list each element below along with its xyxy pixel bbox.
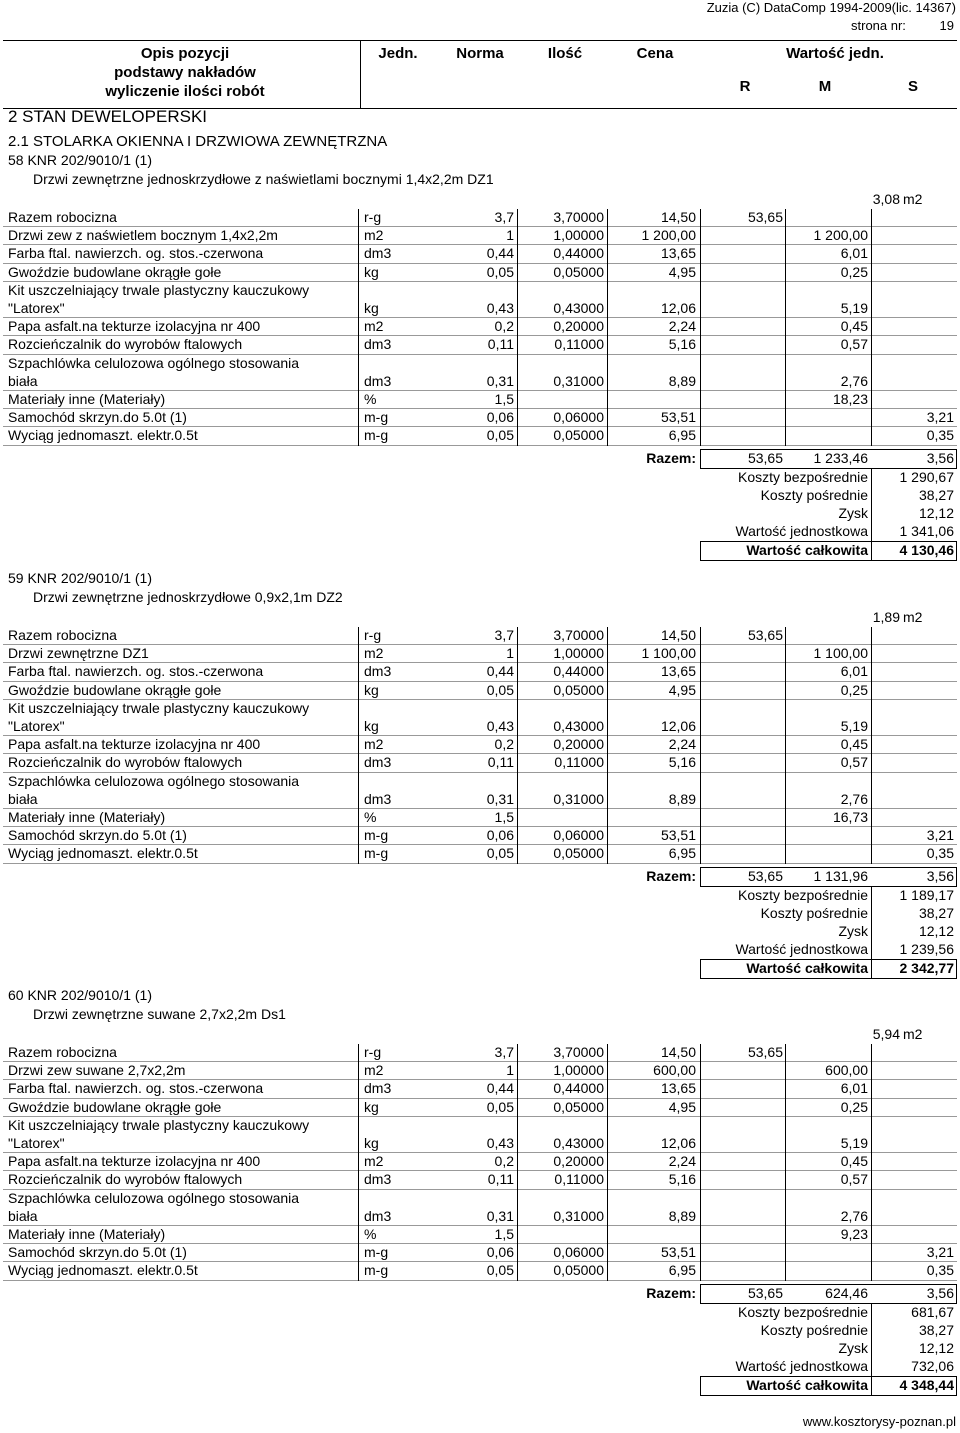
grid-divider <box>607 1044 608 1281</box>
cell-norma: 1,5 <box>494 809 514 825</box>
cell-desc: Farba ftal. nawierzch. og. stos.-czerwona <box>8 663 264 680</box>
summary-value: 2 342,77 <box>899 959 954 976</box>
cell-cena: 14,50 <box>660 209 696 225</box>
cell-ilosc: 0,31000 <box>553 372 604 389</box>
cell-ilosc: 0,06000 <box>553 827 604 844</box>
cell-norma: 0,05 <box>486 427 514 444</box>
cell-cena: 2,24 <box>668 1153 696 1170</box>
cell-s: 0,35 <box>926 1262 954 1279</box>
cell-desc: Papa asfalt.na tekturze izolacyjna nr 400 <box>8 1153 261 1170</box>
cell-r: 53,65 <box>747 627 783 643</box>
cell-norma: 0,05 <box>486 681 514 698</box>
cell-cena: 6,95 <box>668 845 696 862</box>
cell-unit: dm3 <box>364 1171 392 1188</box>
razem-r: 53,65 <box>747 449 783 466</box>
cell-cena: 5,16 <box>668 754 696 771</box>
summary-value: 4 130,46 <box>899 541 954 558</box>
summary-value: 732,06 <box>911 1358 954 1375</box>
cell-desc: Papa asfalt.na tekturze izolacyjna nr 400 <box>8 318 261 335</box>
position-quantity-unit: m2 <box>903 609 923 625</box>
cell-norma: 1 <box>506 645 514 662</box>
cell-unit: kg <box>364 1135 379 1151</box>
cell-ilosc: 0,31000 <box>553 1207 604 1224</box>
cell-desc: biała <box>8 790 38 807</box>
cell-desc: Rozcieńczalnik do wyrobów ftalowych <box>8 754 243 771</box>
cell-ilosc: 0,43000 <box>553 718 604 734</box>
header-opis-1: Opis pozycji <box>140 45 230 62</box>
cell-norma: 0,11 <box>487 336 514 353</box>
position-quantity: 3,08 <box>872 191 900 207</box>
cell-cena: 6,95 <box>668 427 696 444</box>
summary-value: 1 341,06 <box>899 523 954 540</box>
cell-m: 0,25 <box>840 681 868 698</box>
page-number-label: strona nr: <box>851 18 906 33</box>
header-ilosc: Ilość <box>547 45 583 62</box>
grid-divider <box>871 209 872 446</box>
cell-m: 0,57 <box>840 1171 868 1188</box>
razem-s: 3,56 <box>926 449 954 466</box>
cell-desc: Kit uszczelniający trwale plastyczny kauczukowy <box>8 699 310 716</box>
cell-desc: Papa asfalt.na tekturze izolacyjna nr 400 <box>8 736 261 753</box>
grid-divider <box>700 209 701 446</box>
cell-cena: 8,89 <box>668 790 696 807</box>
cell-desc: Wyciąg jednomaszt. elektr.0.5t <box>8 845 198 862</box>
section-title: 2 STAN DEWELOPERSKI <box>8 107 208 126</box>
summary-label: Zysk <box>838 923 868 940</box>
cell-desc: Samochód skrzyn.do 5.0t (1) <box>8 409 187 426</box>
cell-ilosc: 3,70000 <box>553 209 604 225</box>
position-quantity: 1,89 <box>872 609 900 625</box>
grid-divider <box>607 209 608 446</box>
cell-cena: 1 200,00 <box>641 227 696 244</box>
summary-value: 1 189,17 <box>899 886 954 903</box>
cell-cena: 600,00 <box>653 1062 696 1079</box>
cell-unit: m2 <box>364 736 384 753</box>
cell-cena: 6,95 <box>668 1262 696 1279</box>
cell-desc: Szpachlówka celulozowa ogólnego stosowania <box>8 1189 300 1206</box>
header-m: M <box>818 78 832 95</box>
summary-value: 12,12 <box>918 1340 954 1357</box>
summary-label: Wartość jednostkowa <box>735 1358 868 1375</box>
summary-value: 38,27 <box>918 905 954 921</box>
cell-unit: kg <box>364 300 379 316</box>
cell-ilosc: 0,06000 <box>553 1244 604 1261</box>
summary-value: 1 290,67 <box>899 468 954 485</box>
cell-s: 0,35 <box>926 845 954 862</box>
summary-label: Zysk <box>838 505 868 522</box>
cell-unit: m2 <box>364 318 384 335</box>
summary-label: Wartość całkowita <box>746 1376 868 1393</box>
cell-unit: m2 <box>364 645 384 662</box>
cell-desc: Materiały inne (Materiały) <box>8 391 166 407</box>
cell-desc: Gwoździe budowlane okrągłe gołe <box>8 263 222 280</box>
cell-s: 3,21 <box>926 1244 954 1261</box>
cell-m: 1 100,00 <box>813 645 868 662</box>
header-opis-3: wyliczenie ilości robót <box>105 83 265 100</box>
grid-divider <box>517 209 518 446</box>
cell-desc: Farba ftal. nawierzch. og. stos.-czerwona <box>8 1080 264 1097</box>
summary-value: 12,12 <box>918 505 954 522</box>
cell-ilosc: 0,05000 <box>553 263 604 280</box>
cell-m: 0,45 <box>840 736 868 753</box>
cell-cena: 8,89 <box>668 372 696 389</box>
cell-unit: m-g <box>364 409 389 426</box>
cell-cena: 13,65 <box>660 663 696 680</box>
header-cena: Cena <box>636 45 674 62</box>
cell-norma: 1,5 <box>494 1226 514 1242</box>
cell-desc: Drzwi zew z naświetlem bocznym 1,4x2,2m <box>8 227 278 244</box>
cell-cena: 14,50 <box>660 627 696 643</box>
cell-desc: Szpachlówka celulozowa ogólnego stosowania <box>8 354 300 371</box>
cell-unit: dm3 <box>364 1207 392 1224</box>
cell-norma: 3,7 <box>494 627 514 643</box>
copyright-text: Zuzia (C) DataComp 1994-2009(lic. 14367) <box>706 0 956 15</box>
cell-norma: 0,2 <box>494 318 514 335</box>
cell-ilosc: 0,31000 <box>553 790 604 807</box>
summary-value: 1 239,56 <box>899 941 954 958</box>
footer-url: www.kosztorysy-poznan.pl <box>802 1414 956 1429</box>
cell-desc: Szpachlówka celulozowa ogólnego stosowania <box>8 772 300 789</box>
summary-value: 681,67 <box>911 1303 954 1320</box>
cell-ilosc: 0,05000 <box>553 681 604 698</box>
position-description: Drzwi zewnętrzne suwane 2,7x2,2m Ds1 <box>33 1006 286 1022</box>
cell-unit: kg <box>364 681 379 698</box>
summary-label: Koszty bezpośrednie <box>738 886 868 903</box>
cell-cena: 1 100,00 <box>641 645 696 662</box>
cell-cena: 12,06 <box>660 718 696 734</box>
cell-norma: 0,43 <box>486 1135 514 1151</box>
cell-m: 6,01 <box>840 1080 868 1097</box>
cell-unit: kg <box>364 1098 379 1115</box>
position-quantity-unit: m2 <box>903 191 923 207</box>
cell-norma: 0,05 <box>486 263 514 280</box>
cell-m: 9,23 <box>840 1226 868 1242</box>
cell-ilosc: 1,00000 <box>553 645 604 662</box>
cell-desc: Materiały inne (Materiały) <box>8 1226 166 1242</box>
summary-total-box <box>700 1376 957 1396</box>
cell-desc: "Latorex" <box>8 300 65 316</box>
cell-unit: kg <box>364 718 379 734</box>
cell-unit: m-g <box>364 427 389 444</box>
cell-m: 0,45 <box>840 1153 868 1170</box>
cell-unit: r-g <box>364 1044 382 1060</box>
cell-norma: 0,44 <box>486 663 514 680</box>
summary-total-box <box>700 959 957 979</box>
summary-label: Wartość całkowita <box>746 541 868 558</box>
razem-box <box>700 449 957 469</box>
cell-norma: 3,7 <box>494 1044 514 1060</box>
cell-m: 5,19 <box>840 718 868 734</box>
razem-m: 1 233,46 <box>813 449 868 466</box>
cell-desc: Kit uszczelniający trwale plastyczny kauczukowy <box>8 281 310 298</box>
cell-desc: biała <box>8 1207 38 1224</box>
cell-norma: 0,31 <box>486 372 514 389</box>
cell-m: 0,57 <box>840 754 868 771</box>
summary-value: 4 348,44 <box>899 1376 954 1393</box>
cell-desc: "Latorex" <box>8 1135 65 1151</box>
cell-norma: 0,05 <box>486 1098 514 1115</box>
razem-label: Razem: <box>646 449 696 466</box>
razem-m: 1 131,96 <box>813 867 868 884</box>
cell-desc: Razem robocizna <box>8 209 117 225</box>
cell-ilosc: 1,00000 <box>553 1062 604 1079</box>
cell-norma: 0,06 <box>486 1244 514 1261</box>
cell-norma: 1 <box>506 1062 514 1079</box>
razem-s: 3,56 <box>926 1284 954 1301</box>
cell-unit: dm3 <box>364 336 392 353</box>
cell-ilosc: 0,20000 <box>553 736 604 753</box>
cell-cena: 2,24 <box>668 318 696 335</box>
cell-cena: 4,95 <box>668 263 696 280</box>
position-code: 60 KNR 202/9010/1 (1) <box>8 987 152 1003</box>
cell-unit: m-g <box>364 845 389 862</box>
cell-desc: Razem robocizna <box>8 627 117 643</box>
cell-s: 0,35 <box>926 427 954 444</box>
cell-r: 53,65 <box>747 209 783 225</box>
cell-desc: Farba ftal. nawierzch. og. stos.-czerwona <box>8 245 264 262</box>
cell-ilosc: 0,20000 <box>553 1153 604 1170</box>
cell-norma: 0,11 <box>487 1171 514 1188</box>
cell-ilosc: 1,00000 <box>553 227 604 244</box>
cell-norma: 0,06 <box>486 827 514 844</box>
grid-divider <box>871 627 872 864</box>
header-s: S <box>907 78 918 95</box>
cell-desc: Drzwi zew suwane 2,7x2,2m <box>8 1062 186 1079</box>
cell-cena: 8,89 <box>668 1207 696 1224</box>
cell-ilosc: 0,44000 <box>553 663 604 680</box>
summary-value: 38,27 <box>918 1322 954 1338</box>
cell-ilosc: 0,05000 <box>553 845 604 862</box>
cell-unit: dm3 <box>364 245 392 262</box>
cell-norma: 0,31 <box>486 790 514 807</box>
summary-label: Koszty bezpośrednie <box>738 1303 868 1320</box>
row-rule <box>3 1280 957 1281</box>
cell-unit: dm3 <box>364 1080 392 1097</box>
cell-desc: Samochód skrzyn.do 5.0t (1) <box>8 1244 187 1261</box>
summary-label: Koszty pośrednie <box>760 1322 868 1338</box>
cell-desc: "Latorex" <box>8 718 65 734</box>
cell-norma: 0,44 <box>486 245 514 262</box>
cell-ilosc: 0,20000 <box>553 318 604 335</box>
cell-cena: 5,16 <box>668 336 696 353</box>
cell-cena: 13,65 <box>660 245 696 262</box>
cell-norma: 0,05 <box>486 1262 514 1279</box>
cell-unit: dm3 <box>364 754 392 771</box>
header-norma: Norma <box>456 45 504 62</box>
grid-divider <box>700 1044 701 1281</box>
cell-norma: 0,31 <box>486 1207 514 1224</box>
cell-desc: Rozcieńczalnik do wyrobów ftalowych <box>8 1171 243 1188</box>
cell-desc: Razem robocizna <box>8 1044 117 1060</box>
cell-m: 18,23 <box>832 391 868 407</box>
cell-desc: Rozcieńczalnik do wyrobów ftalowych <box>8 336 243 353</box>
summary-label: Koszty pośrednie <box>760 905 868 921</box>
cell-cena: 2,24 <box>668 736 696 753</box>
cell-s: 3,21 <box>926 827 954 844</box>
cell-unit: % <box>364 1226 377 1242</box>
cell-desc: Samochód skrzyn.do 5.0t (1) <box>8 827 187 844</box>
cell-desc: Kit uszczelniający trwale plastyczny kauczukowy <box>8 1116 310 1133</box>
cell-m: 6,01 <box>840 663 868 680</box>
grid-divider <box>785 209 786 446</box>
cell-cena: 5,16 <box>668 1171 696 1188</box>
grid-divider <box>871 1044 872 1281</box>
cell-m: 0,25 <box>840 263 868 280</box>
cell-m: 2,76 <box>840 790 868 807</box>
grid-divider <box>517 1044 518 1281</box>
position-quantity: 5,94 <box>872 1026 900 1042</box>
cell-desc: Wyciąg jednomaszt. elektr.0.5t <box>8 1262 198 1279</box>
position-code: 58 KNR 202/9010/1 (1) <box>8 152 152 168</box>
cell-s: 3,21 <box>926 409 954 426</box>
cell-ilosc: 0,11000 <box>554 754 604 771</box>
page-number: 19 <box>939 18 954 33</box>
position-description: Drzwi zewnętrzne jednoskrzydłowe z naświetlami bocznymi 1,4x2,2m DZ1 <box>33 171 494 187</box>
cell-cena: 12,06 <box>660 1135 696 1151</box>
subsection-title: 2.1 STOLARKA OKIENNA I DRZWIOWA ZEWNĘTRZNA <box>8 133 388 150</box>
cell-ilosc: 0,11000 <box>554 336 604 353</box>
cell-ilosc: 0,06000 <box>553 409 604 426</box>
cell-desc: Drzwi zewnętrzne DZ1 <box>8 645 149 662</box>
cell-m: 6,01 <box>840 245 868 262</box>
cell-ilosc: 0,05000 <box>553 427 604 444</box>
cell-norma: 0,06 <box>486 409 514 426</box>
summary-label: Koszty bezpośrednie <box>738 468 868 485</box>
cell-ilosc: 0,43000 <box>553 300 604 316</box>
position-code: 59 KNR 202/9010/1 (1) <box>8 570 152 586</box>
cell-desc: biała <box>8 372 38 389</box>
header-jedn: Jedn. <box>378 45 418 62</box>
summary-label: Wartość jednostkowa <box>735 941 868 958</box>
cell-norma: 0,44 <box>486 1080 514 1097</box>
summary-value: 38,27 <box>918 487 954 503</box>
summary-label: Zysk <box>838 1340 868 1357</box>
cell-cena: 4,95 <box>668 681 696 698</box>
header-top-rule <box>3 40 957 41</box>
cell-norma: 0,43 <box>486 718 514 734</box>
cell-norma: 1 <box>506 227 514 244</box>
cell-cena: 53,51 <box>660 827 696 844</box>
row-rule <box>3 445 957 446</box>
cell-unit: m2 <box>364 1062 384 1079</box>
header-r: R <box>739 78 751 95</box>
cell-cena: 4,95 <box>668 1098 696 1115</box>
cell-unit: % <box>364 391 377 407</box>
cell-norma: 0,43 <box>486 300 514 316</box>
cell-unit: r-g <box>364 627 382 643</box>
cell-m: 5,19 <box>840 300 868 316</box>
cell-unit: m-g <box>364 1262 389 1279</box>
cell-ilosc: 0,05000 <box>553 1098 604 1115</box>
cell-m: 1 200,00 <box>813 227 868 244</box>
cell-m: 16,73 <box>832 809 868 825</box>
grid-divider <box>785 627 786 864</box>
cell-desc: Materiały inne (Materiały) <box>8 809 166 825</box>
cell-ilosc: 0,44000 <box>553 245 604 262</box>
cell-cena: 53,51 <box>660 409 696 426</box>
cell-unit: r-g <box>364 209 382 225</box>
grid-divider <box>517 627 518 864</box>
cell-m: 0,25 <box>840 1098 868 1115</box>
header-divider <box>360 40 361 108</box>
cell-norma: 0,11 <box>487 754 514 771</box>
cell-cena: 53,51 <box>660 1244 696 1261</box>
cell-cena: 14,50 <box>660 1044 696 1060</box>
razem-box <box>700 1284 957 1304</box>
cell-ilosc: 0,11000 <box>554 1171 604 1188</box>
cell-norma: 1,5 <box>494 391 514 407</box>
summary-label: Wartość jednostkowa <box>735 523 868 540</box>
razem-label: Razem: <box>646 867 696 884</box>
cell-ilosc: 0,05000 <box>553 1262 604 1279</box>
cell-unit: m-g <box>364 1244 389 1261</box>
razem-r: 53,65 <box>747 1284 783 1301</box>
grid-divider <box>358 209 359 446</box>
razem-r: 53,65 <box>747 867 783 884</box>
cell-ilosc: 0,44000 <box>553 1080 604 1097</box>
razem-label: Razem: <box>646 1284 696 1301</box>
summary-value: 12,12 <box>918 923 954 940</box>
summary-label: Wartość całkowita <box>746 959 868 976</box>
grid-divider <box>607 627 608 864</box>
grid-divider <box>358 627 359 864</box>
grid-divider <box>358 1044 359 1281</box>
cell-m: 600,00 <box>825 1062 868 1079</box>
cell-unit: dm3 <box>364 372 392 389</box>
summary-total-box <box>700 541 957 561</box>
cell-ilosc: 0,43000 <box>553 1135 604 1151</box>
cell-norma: 0,2 <box>494 1153 514 1170</box>
cell-cena: 13,65 <box>660 1080 696 1097</box>
razem-box <box>700 867 957 887</box>
cell-m: 5,19 <box>840 1135 868 1151</box>
cell-ilosc: 3,70000 <box>553 627 604 643</box>
cell-norma: 3,7 <box>494 209 514 225</box>
razem-s: 3,56 <box>926 867 954 884</box>
cell-m: 0,45 <box>840 318 868 335</box>
cell-desc: Gwoździe budowlane okrągłe gołe <box>8 681 222 698</box>
cell-norma: 0,05 <box>486 845 514 862</box>
cell-m: 2,76 <box>840 372 868 389</box>
cell-unit: kg <box>364 263 379 280</box>
cell-cena: 12,06 <box>660 300 696 316</box>
grid-divider <box>785 1044 786 1281</box>
position-quantity-unit: m2 <box>903 1026 923 1042</box>
razem-m: 624,46 <box>825 1284 868 1301</box>
cell-desc: Gwoździe budowlane okrągłe gołe <box>8 1098 222 1115</box>
cell-unit: dm3 <box>364 790 392 807</box>
cell-unit: m2 <box>364 227 384 244</box>
cell-unit: dm3 <box>364 663 392 680</box>
header-opis-2: podstawy nakładów <box>114 64 256 81</box>
row-rule <box>3 863 957 864</box>
cell-unit: m2 <box>364 1153 384 1170</box>
summary-label: Koszty pośrednie <box>760 487 868 503</box>
cell-r: 53,65 <box>747 1044 783 1060</box>
grid-divider <box>700 627 701 864</box>
header-wartosc-jedn: Wartość jedn. <box>786 45 884 62</box>
position-description: Drzwi zewnętrzne jednoskrzydłowe 0,9x2,1m DZ2 <box>33 589 343 605</box>
cell-unit: m-g <box>364 827 389 844</box>
cell-norma: 0,2 <box>494 736 514 753</box>
cell-unit: % <box>364 809 377 825</box>
cell-m: 2,76 <box>840 1207 868 1224</box>
cell-m: 0,57 <box>840 336 868 353</box>
cell-ilosc: 3,70000 <box>553 1044 604 1060</box>
cell-desc: Wyciąg jednomaszt. elektr.0.5t <box>8 427 198 444</box>
